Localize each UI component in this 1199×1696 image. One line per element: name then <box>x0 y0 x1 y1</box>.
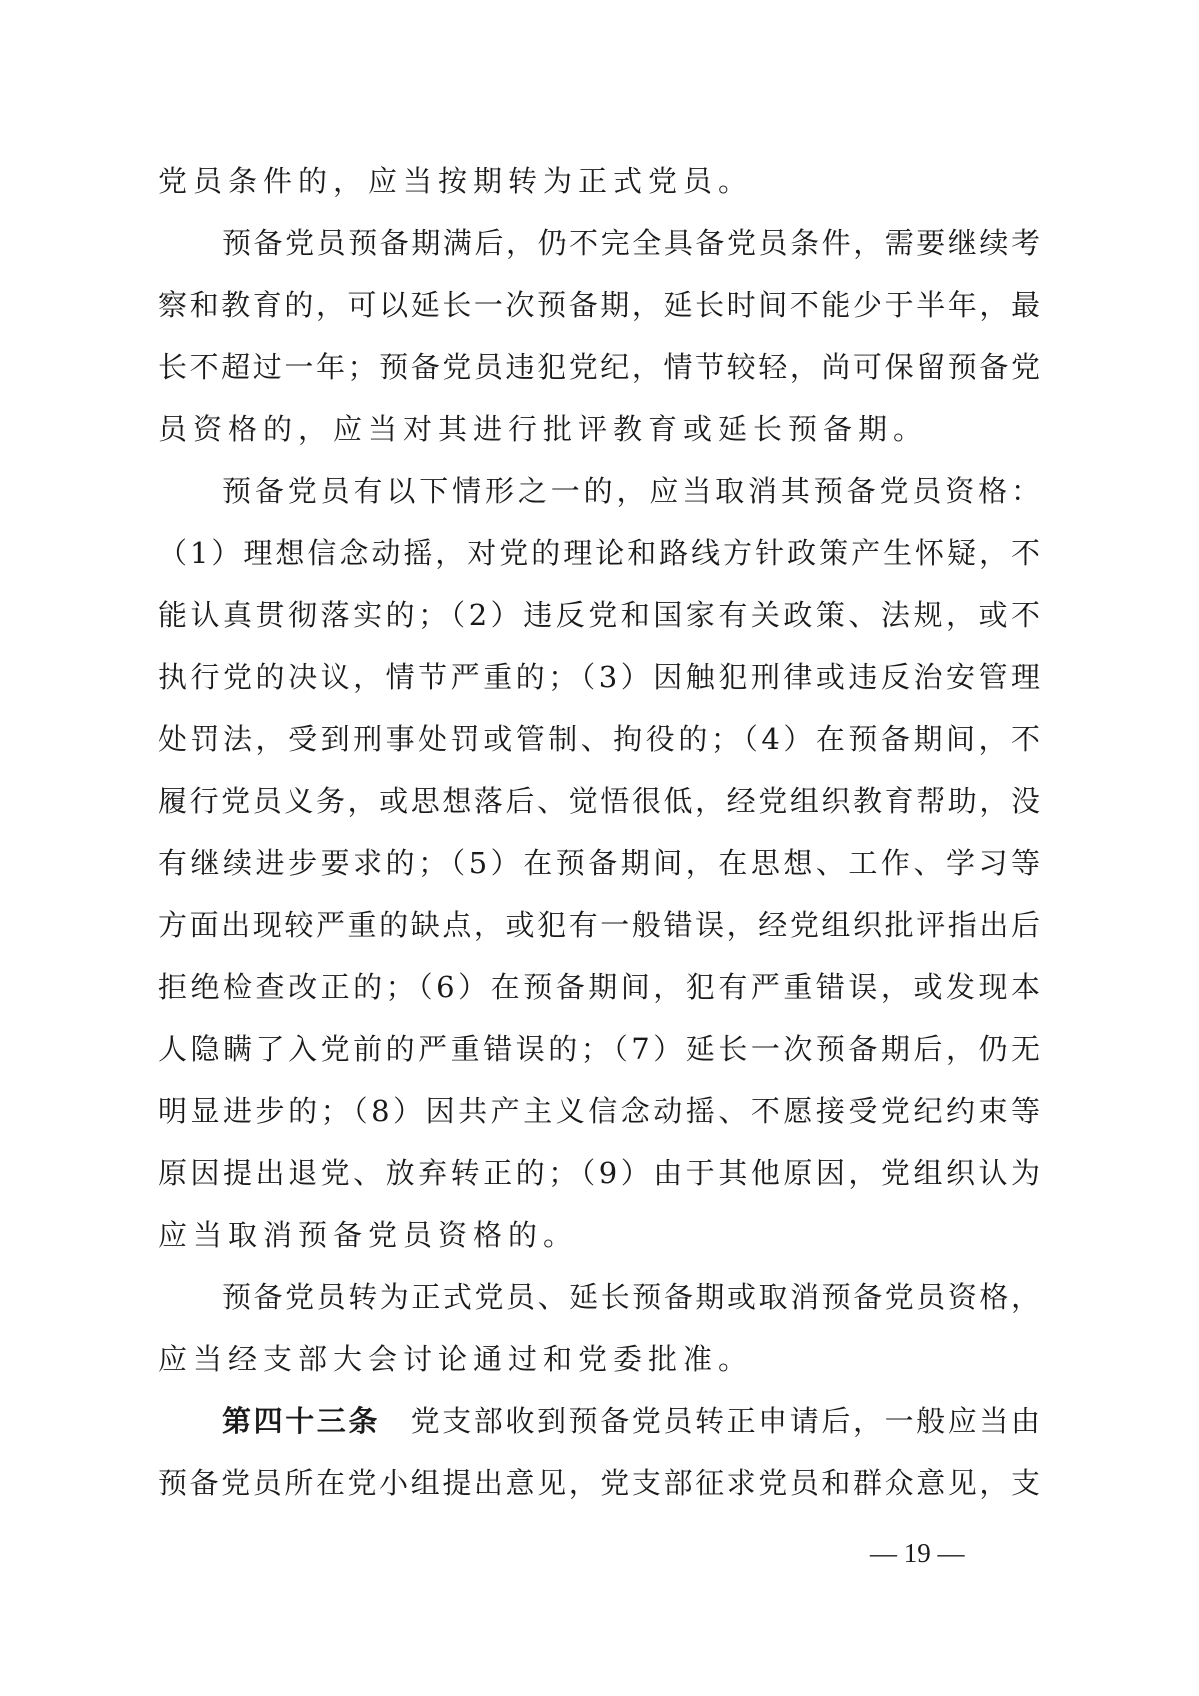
page-number: — 19 — <box>870 1538 965 1568</box>
text-line: 应当经支部大会讨论通过和党委批准。 <box>158 1342 754 1376</box>
text-line: 预备党员所在党小组提出意见，党支部征求党员和群众意见，支 <box>158 1466 1040 1500</box>
text-line: 执行党的决议，情节严重的；（3）因触犯刑律或违反治安管理 <box>158 660 1040 694</box>
article-line <box>222 1392 1040 1450</box>
text-line: 有继续进步要求的；（5）在预备期间，在思想、工作、学习等 <box>158 846 1040 880</box>
text-line: 处罚法，受到刑事处罚或管制、拘役的；（4）在预备期间，不 <box>158 722 1040 756</box>
text-line: 应当取消预备党员资格的。 <box>158 1218 579 1252</box>
text-line: 方面出现较严重的缺点，或犯有一般错误，经党组织批评指出后 <box>158 908 1040 942</box>
text-line: 履行党员义务，或思想落后、觉悟很低，经党组织教育帮助，没 <box>158 784 1040 818</box>
text-line: 预备党员预备期满后，仍不完全具备党员条件，需要继续考 <box>222 226 1040 260</box>
text-line: 员资格的，应当对其进行批评教育或延长预备期。 <box>158 412 929 446</box>
text-line: 党支部收到预备党员转正申请后，一般应当由 <box>408 1404 1040 1438</box>
text-line: 明显进步的；（8）因共产主义信念动摇、不愿接受党纪约束等 <box>158 1094 1040 1128</box>
text-line: 拒绝检查改正的；（6）在预备期间，犯有严重错误，或发现本 <box>158 970 1040 1004</box>
text-line: （1）理想信念动摇，对党的理论和路线方针政策产生怀疑，不 <box>158 536 1040 570</box>
text-line: 长不超过一年；预备党员违犯党纪，情节较轻，尚可保留预备党 <box>158 350 1040 384</box>
text-line: 察和教育的，可以延长一次预备期，延长时间不能少于半年，最 <box>158 288 1040 322</box>
text-line: 预备党员转为正式党员、延长预备期或取消预备党员资格， <box>222 1280 1040 1314</box>
text-line: 人隐瞒了入党前的严重错误的；（7）延长一次预备期后，仍无 <box>158 1032 1040 1066</box>
text-line: 党员条件的，应当按期转为正式党员。 <box>158 164 754 198</box>
article-heading: 第四十三条 <box>222 1404 380 1438</box>
text-line: 能认真贯彻落实的；（2）违反党和国家有关政策、法规，或不 <box>158 598 1040 632</box>
text-line: 原因提出退党、放弃转正的；（9）由于其他原因，党组织认为 <box>158 1156 1040 1190</box>
text-line: 预备党员有以下情形之一的，应当取消其预备党员资格： <box>222 474 1040 508</box>
